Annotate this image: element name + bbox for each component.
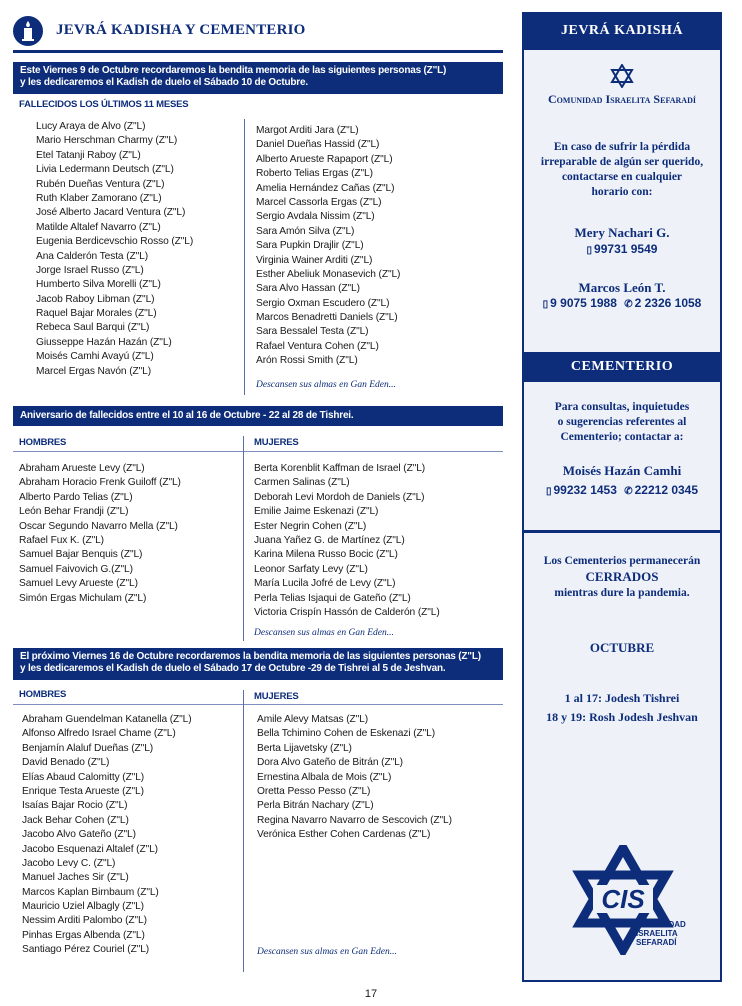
closed-notice-line: mientras dure la pandemia. xyxy=(554,587,690,599)
section3-banner-line2: y les dedicaremos el Kadish de duelo el Sábado 17 de Octubre -29 de Tishrei al 5 de Jeshvan. xyxy=(20,663,446,674)
list-item: Rafael Fux K. (Z"L) xyxy=(19,534,104,546)
section1-closing: Descansen sus almas en Gan Eden... xyxy=(256,380,396,390)
list-item: Oscar Segundo Navarro Mella (Z"L) xyxy=(19,520,178,532)
list-item: Samuel Levy Arueste (Z"L) xyxy=(19,578,138,590)
list-item: Dora Alvo Gateño de Bitrán (Z"L) xyxy=(257,757,403,769)
section3-banner-line1: El próximo Viernes 16 de Octubre recordaremos la bendita memoria de las siguientes personas (Z"L) xyxy=(20,651,481,662)
cementerio-phone-row xyxy=(524,483,720,497)
list-item: Amile Alevy Matsas (Z"L) xyxy=(257,714,369,725)
list-item: Ernestina Albala de Mois (Z"L) xyxy=(257,771,392,783)
cementerio-intro xyxy=(524,400,720,445)
list-item: Marcos Benadretti Daniels (Z"L) xyxy=(256,312,398,324)
list-item: Jacobo Esquenazi Altalef (Z"L) xyxy=(22,843,158,855)
list-item: Berta Korenblit Kaffman de Israel (Z"L) xyxy=(254,463,426,474)
mobile-phone-icon: ▯ xyxy=(542,299,549,310)
list-item: Jacobo Levy C. (Z"L) xyxy=(22,857,116,869)
section2-closing: Descansen sus almas en Gan Eden... xyxy=(254,628,394,638)
list-item: Jacob Raboy Libman (Z"L) xyxy=(36,293,155,305)
candle-icon xyxy=(13,16,43,46)
contact2-mobile: 9 9075 1988 xyxy=(550,296,617,310)
column-divider xyxy=(243,436,244,641)
header-rule xyxy=(13,50,503,53)
list-item: Regina Navarro Navarro de Sescovich (Z"L) xyxy=(257,814,452,826)
list-item: Benjamín Alaluf Dueñas (Z"L) xyxy=(22,742,154,754)
column-divider xyxy=(243,690,244,972)
contact2-name: Marcos León T. xyxy=(578,280,666,295)
list-item: Sara Bessalel Testa (Z"L) xyxy=(256,326,369,338)
list-item: Jorge Israel Russo (Z"L) xyxy=(36,264,144,276)
section3-men-list xyxy=(22,713,192,958)
list-item: Manuel Jaches Sir (Z"L) xyxy=(22,872,129,884)
list-item: Leonor Sarfaty Levy (Z"L) xyxy=(254,563,368,575)
list-item: Rafael Ventura Cohen (Z"L) xyxy=(256,340,379,352)
section2-men-list xyxy=(19,462,181,606)
logo-initials: CIS xyxy=(601,884,645,914)
list-item: Virginia Wainer Arditi (Z"L) xyxy=(256,254,373,266)
list-item: María Lucila Jofré de Levy (Z"L) xyxy=(254,578,396,590)
sidebar-intro-line: horario con: xyxy=(591,186,653,198)
section3-men-heading: HOMBRES xyxy=(19,689,67,700)
contact2-phone-row xyxy=(524,296,720,310)
cementerio-contact-name: Moisés Hazán Camhi xyxy=(562,463,682,478)
list-item: Lucy Araya de Alvo (Z"L) xyxy=(36,121,146,132)
list-item: Abraham Guendelman Katanella (Z"L) xyxy=(22,714,192,725)
list-item: Deborah Levi Mordoh de Daniels (Z"L) xyxy=(254,491,425,503)
list-item: Santiago Pérez Couriel (Z"L) xyxy=(22,944,150,956)
section3-women-heading: MUJERES xyxy=(254,691,299,702)
sidebar-kadisha-title: JEVRÁ KADISHÁ xyxy=(522,12,722,50)
list-item: Samuel Faivovich G.(Z"L) xyxy=(19,563,133,575)
list-item: Karina Milena Russo Bocic (Z"L) xyxy=(254,549,398,561)
list-item: Berta Lijavetsky (Z"L) xyxy=(257,742,352,754)
list-item: Abraham Arueste Levy (Z"L) xyxy=(19,463,145,474)
section2-banner: Aniversario de fallecidos entre el 10 al 16 de Octubre - 22 al 28 de Tishrei. xyxy=(13,406,503,426)
page-title: JEVRÁ KADISHA Y CEMENTERIO xyxy=(56,22,306,38)
landline-phone-icon: ✆ xyxy=(624,486,633,497)
list-item: Mario Herschman Charmy (Z"L) xyxy=(36,135,178,147)
list-item: Matilde Altalef Navarro (Z"L) xyxy=(36,221,161,233)
cis-logo xyxy=(548,845,698,955)
sidebar-intro-line: irreparable de algún ser querido, xyxy=(540,156,704,168)
closed-notice xyxy=(524,553,720,601)
sidebar-cementerio-title: CEMENTERIO xyxy=(522,352,722,382)
logo-caption-line: ISRAELITA xyxy=(636,929,678,938)
list-item: Pinhas Ergas Albenda (Z"L) xyxy=(22,929,145,941)
sidebar-intro-line: En caso de sufrir la pérdida xyxy=(553,141,691,153)
list-item: Jacobo Alvo Gateño (Z"L) xyxy=(22,829,136,841)
section1-subheading: FALLECIDOS LOS ÚLTIMOS 11 MESES xyxy=(19,99,189,110)
list-item: León Behar Frandji (Z"L) xyxy=(19,506,129,518)
list-item: Sara Alvo Hassan (Z"L) xyxy=(256,283,360,295)
section3-banner xyxy=(13,648,503,680)
list-item: Jack Behar Cohen (Z"L) xyxy=(22,814,129,826)
section1-right-list xyxy=(256,124,400,369)
section2-men-heading: HOMBRES xyxy=(19,437,67,448)
list-item: Arón Rossi Smith (Z"L) xyxy=(256,355,358,367)
section2-rule xyxy=(13,451,503,452)
list-item: Moisés Camhi Avayú (Z"L) xyxy=(36,351,154,363)
list-item: Perla Telias Isjaqui de Gateño (Z"L) xyxy=(254,592,411,604)
month-label: OCTUBRE xyxy=(589,640,655,655)
section3-closing: Descansen sus almas en Gan Eden... xyxy=(257,947,397,957)
cementerio-mobile: 99232 1453 xyxy=(553,483,617,497)
page-number: 17 xyxy=(364,988,378,1000)
closed-notice-line: CERRADOS xyxy=(585,569,659,584)
list-item: Sara Amón Silva (Z"L) xyxy=(256,225,355,237)
list-item: Eugenia Berdicevschio Rosso (Z"L) xyxy=(36,236,194,248)
cementerio-intro-line: o sugerencias referentes al xyxy=(557,416,687,428)
section2-women-list xyxy=(254,462,440,620)
list-item: Sergio Oxman Escudero (Z"L) xyxy=(256,297,390,309)
list-item: Amelia Hernández Cañas (Z"L) xyxy=(256,182,395,194)
list-item: Rubén Dueñas Ventura (Z"L) xyxy=(36,178,165,190)
section3-women-list xyxy=(257,713,452,843)
list-item: Humberto Silva Morelli (Z"L) xyxy=(36,279,161,291)
section1-banner-line1: Este Viernes 9 de Octubre recordaremos la bendita memoria de las siguientes personas (Z"L) xyxy=(20,65,447,76)
list-item: Ana Calderón Testa (Z"L) xyxy=(36,250,149,262)
list-item: Enrique Testa Arueste (Z"L) xyxy=(22,785,144,797)
list-item: Sergio Avdala Nissim (Z"L) xyxy=(256,211,375,223)
section1-banner xyxy=(13,62,503,94)
month-dates xyxy=(524,689,720,727)
list-item: Samuel Bajar Benquis (Z"L) xyxy=(19,549,143,561)
list-item: Giusseppe Hazán Hazán (Z"L) xyxy=(36,336,172,348)
list-item: Roberto Telias Ergas (Z"L) xyxy=(256,168,373,180)
cementerio-intro-line: Para consultas, inquietudes xyxy=(554,401,690,413)
list-item: Verónica Esther Cohen Cardenas (Z"L) xyxy=(257,829,431,841)
list-item: Marcos Kaplan Birnbaum (Z"L) xyxy=(22,886,159,898)
star-of-david-icon xyxy=(610,64,634,88)
list-item: José Alberto Jacard Ventura (Z"L) xyxy=(36,207,186,219)
logo-caption-line: COMUNIDAD xyxy=(636,920,686,929)
list-item: Alberto Arueste Rapaport (Z"L) xyxy=(256,153,393,165)
list-item: Victoria Crispín Hassón de Calderón (Z"L) xyxy=(254,606,440,618)
list-item: Isaías Bajar Rocio (Z"L) xyxy=(22,800,128,812)
list-item: Margot Arditi Jara (Z"L) xyxy=(256,125,359,136)
logo-caption-line: SEFARADÍ xyxy=(636,938,677,947)
sidebar-intro xyxy=(524,140,720,200)
mobile-phone-icon: ▯ xyxy=(586,245,593,256)
contact2-landline: 2 2326 1058 xyxy=(634,296,702,310)
list-item: Elías Abaud Calomitty (Z"L) xyxy=(22,771,145,783)
list-item: Carmen Salinas (Z"L) xyxy=(254,477,350,489)
list-item: Marcel Cassorla Ergas (Z"L) xyxy=(256,196,382,208)
landline-phone-icon: ✆ xyxy=(624,299,633,310)
list-item: Sara Pupkin Drajlir (Z"L) xyxy=(256,240,364,252)
list-item: Marcel Ergas Navón (Z"L) xyxy=(36,365,152,377)
contact1-name: Mery Nachari G. xyxy=(574,225,670,240)
list-item: Mauricio Uziel Albagly (Z"L) xyxy=(22,901,144,913)
month-date-line: 1 al 17: Jodesh Tishrei xyxy=(564,691,680,705)
list-item: Raquel Bajar Morales (Z"L) xyxy=(36,308,157,320)
closed-notice-line: Los Cementerios permanecerán xyxy=(543,555,701,567)
sidebar-separator xyxy=(522,530,722,533)
mobile-phone-icon: ▯ xyxy=(545,486,552,497)
list-item: Rebeca Saul Barqui (Z"L) xyxy=(36,322,150,334)
section1-left-list xyxy=(36,120,193,379)
list-item: Simón Ergas Michulam (Z"L) xyxy=(19,592,147,604)
cementerio-intro-line: Cementerio; contactar a: xyxy=(560,431,684,443)
list-item: Nessim Arditi Palombo (Z"L) xyxy=(22,915,147,927)
list-item: Etel Tatanji Raboy (Z"L) xyxy=(36,149,141,161)
list-item: David Benado (Z"L) xyxy=(22,757,110,769)
sidebar-community: Comunidad Israelita Sefaradí xyxy=(548,92,696,106)
list-item: Esther Abeliuk Monasevich (Z"L) xyxy=(256,268,401,280)
list-item: Alfonso Alfredo Israel Chame (Z"L) xyxy=(22,728,176,740)
list-item: Abraham Horacio Frenk Guiloff (Z"L) xyxy=(19,477,181,489)
cementerio-landline: 22212 0345 xyxy=(634,483,699,497)
month-date-line: 18 y 19: Rosh Jodesh Jeshvan xyxy=(546,710,698,724)
list-item: Bella Tchimino Cohen de Eskenazi (Z"L) xyxy=(257,728,435,740)
list-item: Oretta Pesso Pesso (Z"L) xyxy=(257,785,371,797)
list-item: Perla Bitrán Nachary (Z"L) xyxy=(257,800,374,812)
list-item: Juana Yañez G. de Martínez (Z"L) xyxy=(254,534,405,546)
section2-women-heading: MUJERES xyxy=(254,437,299,448)
list-item: Ester Negrin Cohen (Z"L) xyxy=(254,520,367,532)
contact1-phone-row xyxy=(524,242,720,256)
column-divider xyxy=(244,119,245,395)
list-item: Livia Ledermann Deutsch (Z"L) xyxy=(36,164,174,176)
contact1-phone: 99731 9549 xyxy=(594,242,658,256)
list-item: Emilie Jaime Eskenazi (Z"L) xyxy=(254,506,379,518)
list-item: Daniel Dueñas Hassid (Z"L) xyxy=(256,139,380,151)
section1-banner-line2: y les dedicaremos el Kadish de duelo el Sábado 10 de Octubre. xyxy=(20,77,308,88)
list-item: Alberto Pardo Telias (Z"L) xyxy=(19,491,133,503)
sidebar-intro-line: contactarse en cualquier xyxy=(561,171,683,183)
section3-rule xyxy=(13,704,503,705)
list-item: Ruth Klaber Zamorano (Z"L) xyxy=(36,192,162,204)
